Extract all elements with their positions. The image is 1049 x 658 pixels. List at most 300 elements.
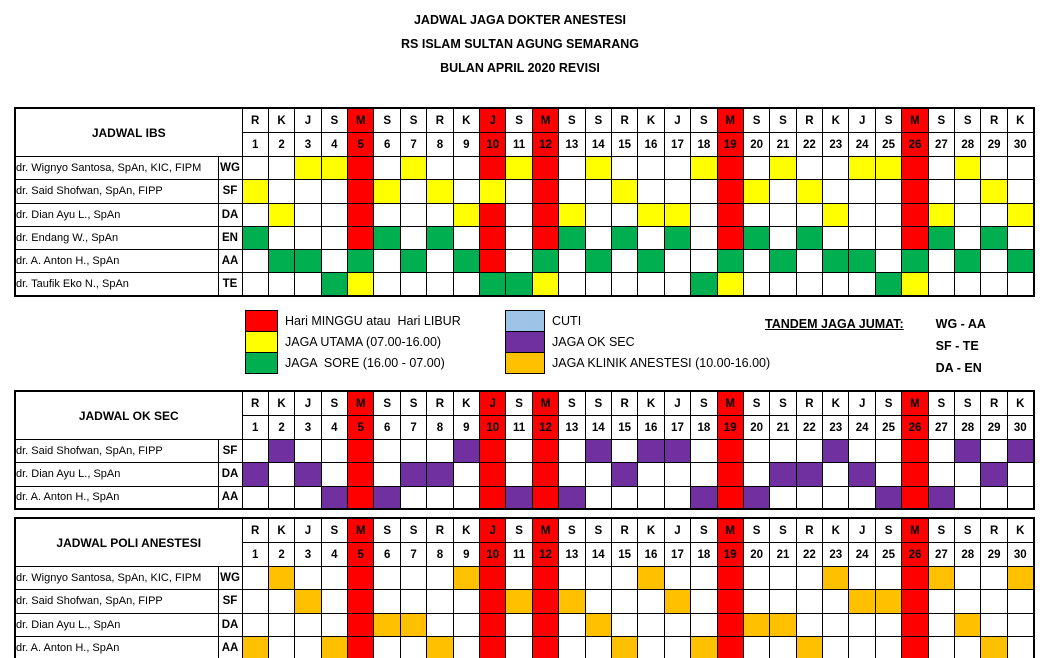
schedule-cell — [480, 226, 506, 249]
schedule-cell — [480, 157, 506, 180]
schedule-cell — [453, 250, 479, 273]
doctor-code: TE — [218, 273, 242, 296]
doctor-code: SF — [218, 180, 242, 203]
schedule-cell — [928, 180, 954, 203]
schedule-cell — [427, 590, 453, 613]
schedule-cell — [638, 273, 664, 296]
schedule-cell — [532, 440, 558, 463]
day-number-header: 24 — [849, 543, 875, 567]
schedule-cell — [611, 440, 637, 463]
schedule-cell — [638, 440, 664, 463]
schedule-cell — [585, 180, 611, 203]
schedule-cell — [638, 157, 664, 180]
doctor-code: SF — [218, 590, 242, 613]
doctor-name: dr. Said Shofwan, SpAn, FIPP — [15, 440, 218, 463]
schedule-cell — [796, 590, 822, 613]
schedule-cell — [242, 203, 268, 226]
day-letter-header: J — [295, 391, 321, 416]
day-number-header: 22 — [796, 416, 822, 440]
schedule-cell — [664, 636, 690, 658]
doctor-code: SF — [218, 440, 242, 463]
tandem-pair: WG - AA — [935, 317, 986, 331]
schedule-cell — [506, 226, 532, 249]
doctor-name: dr. Taufik Eko N., SpAn — [15, 273, 218, 296]
doctor-code: AA — [218, 636, 242, 658]
schedule-cell — [743, 273, 769, 296]
day-number-header: 16 — [638, 133, 664, 157]
schedule-cell — [955, 273, 981, 296]
schedule-cell — [717, 613, 743, 636]
schedule-cell — [717, 590, 743, 613]
doctor-name: dr. Said Shofwan, SpAn, FIPP — [15, 180, 218, 203]
day-number-header: 14 — [585, 416, 611, 440]
schedule-cell — [506, 440, 532, 463]
schedule-cell — [902, 273, 928, 296]
day-letter-header: R — [611, 391, 637, 416]
day-number-header: 1 — [242, 543, 268, 567]
day-number-header: 16 — [638, 543, 664, 567]
day-number-header: 11 — [506, 543, 532, 567]
schedule-cell — [295, 636, 321, 658]
schedule-cell — [506, 203, 532, 226]
schedule-cell — [532, 636, 558, 658]
schedule-cell — [559, 250, 585, 273]
schedule-cell — [480, 440, 506, 463]
schedule-cell — [427, 440, 453, 463]
schedule-cell — [242, 463, 268, 486]
schedule-cell — [611, 226, 637, 249]
schedule-cell — [849, 203, 875, 226]
legend-other-colors — [505, 311, 770, 374]
day-letter-header: K — [453, 108, 479, 133]
schedule-cell — [955, 203, 981, 226]
day-number-header: 5 — [348, 416, 374, 440]
schedule-cell — [796, 273, 822, 296]
day-letter-header: S — [691, 518, 717, 543]
day-letter-header: K — [638, 518, 664, 543]
day-letter-header: M — [717, 108, 743, 133]
legend-item — [505, 331, 770, 353]
day-number-header: 23 — [823, 543, 849, 567]
schedule-cell — [348, 226, 374, 249]
day-number-header: 26 — [902, 133, 928, 157]
schedule-cell — [242, 636, 268, 658]
schedule-cell — [506, 613, 532, 636]
day-letter-header: S — [955, 518, 981, 543]
schedule-cell — [242, 273, 268, 296]
day-letter-header: S — [875, 391, 901, 416]
day-letter-header: J — [295, 518, 321, 543]
legend-item — [245, 352, 461, 374]
schedule-cell — [242, 157, 268, 180]
schedule-cell — [981, 226, 1007, 249]
schedule-cell — [506, 180, 532, 203]
day-number-header: 8 — [427, 133, 453, 157]
day-letter-header: S — [559, 518, 585, 543]
day-number-header: 12 — [532, 133, 558, 157]
schedule-cell — [823, 226, 849, 249]
day-number-header: 25 — [875, 416, 901, 440]
schedule-cell — [585, 273, 611, 296]
schedule-cell — [691, 226, 717, 249]
schedule-cell — [532, 463, 558, 486]
schedule-cell — [559, 180, 585, 203]
schedule-cell — [611, 463, 637, 486]
day-number-header: 29 — [981, 543, 1007, 567]
schedule-cell — [743, 567, 769, 590]
schedule-cell — [796, 613, 822, 636]
schedule-cell — [770, 250, 796, 273]
day-letter-header: K — [1007, 108, 1033, 133]
schedule-cell — [664, 203, 690, 226]
schedule-cell — [268, 180, 294, 203]
schedule-cell — [981, 590, 1007, 613]
schedule-cell — [664, 613, 690, 636]
doctor-row — [15, 157, 1034, 180]
doctor-code: WG — [218, 567, 242, 590]
doctor-name: dr. Wignyo Santosa, SpAn, KIC, FIPM — [15, 157, 218, 180]
schedule-cell — [770, 486, 796, 509]
schedule-cell — [981, 273, 1007, 296]
day-letter-header: S — [691, 391, 717, 416]
doctor-name: dr. Dian Ayu L., SpAn — [15, 613, 218, 636]
schedule-cell — [717, 440, 743, 463]
schedule-cell — [981, 486, 1007, 509]
schedule-cell — [823, 613, 849, 636]
day-number-header: 23 — [823, 133, 849, 157]
schedule-cell — [717, 203, 743, 226]
document-title — [0, 8, 1040, 80]
schedule-cell — [691, 636, 717, 658]
schedule-cell — [1007, 613, 1033, 636]
schedule-cell — [1007, 180, 1033, 203]
day-number-header: 12 — [532, 543, 558, 567]
day-letter-header: K — [1007, 391, 1033, 416]
day-letter-header: R — [611, 518, 637, 543]
schedule-cell — [321, 203, 347, 226]
day-letter-header: J — [664, 108, 690, 133]
schedule-cell — [480, 486, 506, 509]
schedule-cell — [321, 440, 347, 463]
schedule-cell — [928, 636, 954, 658]
schedule-cell — [348, 203, 374, 226]
schedule-cell — [585, 567, 611, 590]
day-number-header: 27 — [928, 416, 954, 440]
schedule-cell — [242, 486, 268, 509]
schedule-cell — [506, 567, 532, 590]
day-letter-header: M — [348, 108, 374, 133]
day-letter-header: K — [453, 518, 479, 543]
schedule-cell — [955, 613, 981, 636]
schedule-cell — [875, 440, 901, 463]
schedule-cell — [400, 567, 426, 590]
schedule-cell — [691, 180, 717, 203]
schedule-cell — [585, 486, 611, 509]
table-title: JADWAL POLI ANESTESI — [15, 518, 242, 567]
schedule-cell — [796, 250, 822, 273]
schedule-cell — [902, 203, 928, 226]
schedule-cell — [928, 613, 954, 636]
schedule-cell — [902, 567, 928, 590]
schedule-cell — [823, 440, 849, 463]
schedule-cell — [374, 250, 400, 273]
day-number-header: 6 — [374, 416, 400, 440]
schedule-cell — [268, 590, 294, 613]
schedule-cell — [400, 203, 426, 226]
schedule-cell — [928, 273, 954, 296]
day-letter-header: S — [321, 518, 347, 543]
schedule-cell — [427, 636, 453, 658]
schedule-cell — [823, 636, 849, 658]
day-letter-header: J — [849, 108, 875, 133]
schedule-cell — [559, 273, 585, 296]
schedule-cell — [400, 180, 426, 203]
day-number-header: 14 — [585, 133, 611, 157]
schedule-cell — [902, 636, 928, 658]
day-letter-header: S — [506, 518, 532, 543]
schedule-cell — [295, 250, 321, 273]
day-letter-header: K — [638, 108, 664, 133]
schedule-cell — [849, 180, 875, 203]
day-letter-header: J — [849, 518, 875, 543]
day-letter-header: K — [268, 518, 294, 543]
schedule-cell — [823, 157, 849, 180]
schedule-cell — [717, 273, 743, 296]
schedule-cell — [453, 463, 479, 486]
table-jadwal-ibs — [14, 107, 1035, 297]
day-letter-header: S — [955, 391, 981, 416]
schedule-cell — [532, 613, 558, 636]
schedule-cell — [955, 180, 981, 203]
schedule-cell — [348, 590, 374, 613]
day-letter-header: S — [506, 391, 532, 416]
schedule-cell — [321, 590, 347, 613]
day-number-header: 21 — [770, 133, 796, 157]
legend-swatch-yellow — [245, 331, 278, 353]
schedule-cell — [770, 636, 796, 658]
schedule-cell — [981, 180, 1007, 203]
doctor-name: dr. A. Anton H., SpAn — [15, 250, 218, 273]
schedule-cell — [374, 440, 400, 463]
schedule-cell — [902, 250, 928, 273]
day-letter-header: M — [532, 518, 558, 543]
doctor-name: dr. Endang W., SpAn — [15, 226, 218, 249]
day-number-header: 30 — [1007, 416, 1033, 440]
tandem-pairs-list — [936, 313, 986, 379]
schedule-cell — [559, 203, 585, 226]
schedule-cell — [506, 157, 532, 180]
day-letter-header: S — [955, 108, 981, 133]
schedule-cell — [427, 463, 453, 486]
day-number-header: 28 — [955, 543, 981, 567]
legend-label: JAGA KLINIK ANESTESI (10.00-16.00) — [552, 356, 771, 370]
schedule-cell — [823, 463, 849, 486]
schedule-cell — [743, 463, 769, 486]
schedule-cell — [453, 180, 479, 203]
schedule-cell — [796, 157, 822, 180]
day-number-header: 18 — [691, 133, 717, 157]
schedule-table — [14, 517, 1035, 658]
schedule-cell — [981, 567, 1007, 590]
day-number-header: 13 — [559, 133, 585, 157]
schedule-cell — [400, 273, 426, 296]
day-number-header: 27 — [928, 543, 954, 567]
day-number-header: 3 — [295, 543, 321, 567]
schedule-cell — [532, 180, 558, 203]
schedule-cell — [321, 273, 347, 296]
schedule-cell — [242, 613, 268, 636]
day-number-header: 28 — [955, 133, 981, 157]
schedule-cell — [268, 226, 294, 249]
schedule-cell — [585, 613, 611, 636]
schedule-cell — [242, 226, 268, 249]
schedule-cell — [453, 440, 479, 463]
day-number-header: 22 — [796, 543, 822, 567]
day-number-header: 24 — [849, 133, 875, 157]
day-letter-header: R — [427, 518, 453, 543]
schedule-cell — [875, 636, 901, 658]
schedule-cell — [638, 590, 664, 613]
schedule-cell — [400, 157, 426, 180]
legend-item — [505, 352, 770, 374]
schedule-cell — [928, 567, 954, 590]
schedule-cell — [453, 636, 479, 658]
schedule-cell — [796, 567, 822, 590]
schedule-cell — [849, 636, 875, 658]
schedule-cell — [400, 636, 426, 658]
schedule-cell — [611, 590, 637, 613]
schedule-cell — [321, 250, 347, 273]
schedule-cell — [902, 440, 928, 463]
doctor-row — [15, 636, 1034, 658]
schedule-cell — [691, 613, 717, 636]
schedule-cell — [981, 463, 1007, 486]
schedule-cell — [532, 273, 558, 296]
schedule-cell — [348, 273, 374, 296]
day-number-header: 7 — [400, 133, 426, 157]
schedule-cell — [374, 636, 400, 658]
schedule-cell — [611, 157, 637, 180]
doctor-row — [15, 613, 1034, 636]
doctor-name: dr. A. Anton H., SpAn — [15, 636, 218, 658]
schedule-cell — [480, 613, 506, 636]
day-number-header: 15 — [611, 543, 637, 567]
schedule-cell — [638, 613, 664, 636]
schedule-cell — [955, 463, 981, 486]
legend-swatch-red — [245, 310, 278, 332]
schedule-cell — [770, 273, 796, 296]
schedule-cell — [823, 203, 849, 226]
doctor-code: AA — [218, 486, 242, 509]
schedule-cell — [532, 590, 558, 613]
schedule-cell — [875, 486, 901, 509]
day-number-header: 4 — [321, 416, 347, 440]
schedule-cell — [559, 226, 585, 249]
day-number-header: 15 — [611, 416, 637, 440]
schedule-cell — [295, 486, 321, 509]
day-letter-header: J — [480, 108, 506, 133]
day-letter-header: J — [480, 391, 506, 416]
schedule-cell — [506, 250, 532, 273]
day-number-header: 9 — [453, 543, 479, 567]
schedule-cell — [348, 440, 374, 463]
day-number-header: 7 — [400, 543, 426, 567]
schedule-cell — [875, 180, 901, 203]
schedule-cell — [770, 180, 796, 203]
doctor-name: dr. Dian Ayu L., SpAn — [15, 203, 218, 226]
schedule-cell — [559, 636, 585, 658]
legend-swatch-green — [245, 352, 278, 374]
title-line-3: BULAN APRIL 2020 REVISI — [440, 61, 600, 75]
day-letter-header: J — [295, 108, 321, 133]
schedule-cell — [268, 636, 294, 658]
schedule-cell — [559, 440, 585, 463]
day-number-header: 29 — [981, 133, 1007, 157]
day-number-header: 21 — [770, 416, 796, 440]
schedule-cell — [638, 636, 664, 658]
schedule-cell — [348, 636, 374, 658]
legend-swatch-purple — [505, 331, 545, 353]
schedule-cell — [453, 486, 479, 509]
day-number-header: 19 — [717, 133, 743, 157]
schedule-cell — [823, 567, 849, 590]
day-number-header: 12 — [532, 416, 558, 440]
schedule-cell — [559, 486, 585, 509]
table-title: JADWAL IBS — [15, 108, 242, 157]
schedule-cell — [743, 250, 769, 273]
doctor-code: DA — [218, 613, 242, 636]
doctor-name: dr. Wignyo Santosa, SpAn, KIC, FIPM — [15, 567, 218, 590]
schedule-cell — [268, 613, 294, 636]
doctor-row — [15, 273, 1034, 296]
day-number-header: 10 — [480, 133, 506, 157]
schedule-table — [14, 107, 1035, 297]
schedule-cell — [453, 226, 479, 249]
schedule-cell — [374, 590, 400, 613]
schedule-cell — [400, 486, 426, 509]
schedule-cell — [242, 567, 268, 590]
day-letter-header: S — [928, 108, 954, 133]
schedule-cell — [955, 567, 981, 590]
day-letter-header: M — [348, 391, 374, 416]
schedule-cell — [1007, 567, 1033, 590]
schedule-cell — [796, 440, 822, 463]
schedule-cell — [691, 440, 717, 463]
legend-item — [245, 331, 461, 353]
schedule-cell — [400, 440, 426, 463]
schedule-cell — [611, 250, 637, 273]
day-letter-header: S — [691, 108, 717, 133]
day-number-header: 22 — [796, 133, 822, 157]
day-number-header: 25 — [875, 543, 901, 567]
schedule-cell — [321, 157, 347, 180]
schedule-cell — [796, 180, 822, 203]
day-letter-header: R — [427, 108, 453, 133]
day-letter-header: M — [902, 391, 928, 416]
schedule-cell — [638, 463, 664, 486]
schedule-cell — [374, 567, 400, 590]
schedule-cell — [823, 250, 849, 273]
schedule-cell — [480, 203, 506, 226]
day-letter-header: R — [981, 108, 1007, 133]
day-letter-header: S — [770, 391, 796, 416]
schedule-cell — [374, 463, 400, 486]
schedule-cell — [691, 463, 717, 486]
schedule-cell — [1007, 226, 1033, 249]
day-number-header: 23 — [823, 416, 849, 440]
day-letter-header: S — [559, 391, 585, 416]
schedule-cell — [664, 567, 690, 590]
